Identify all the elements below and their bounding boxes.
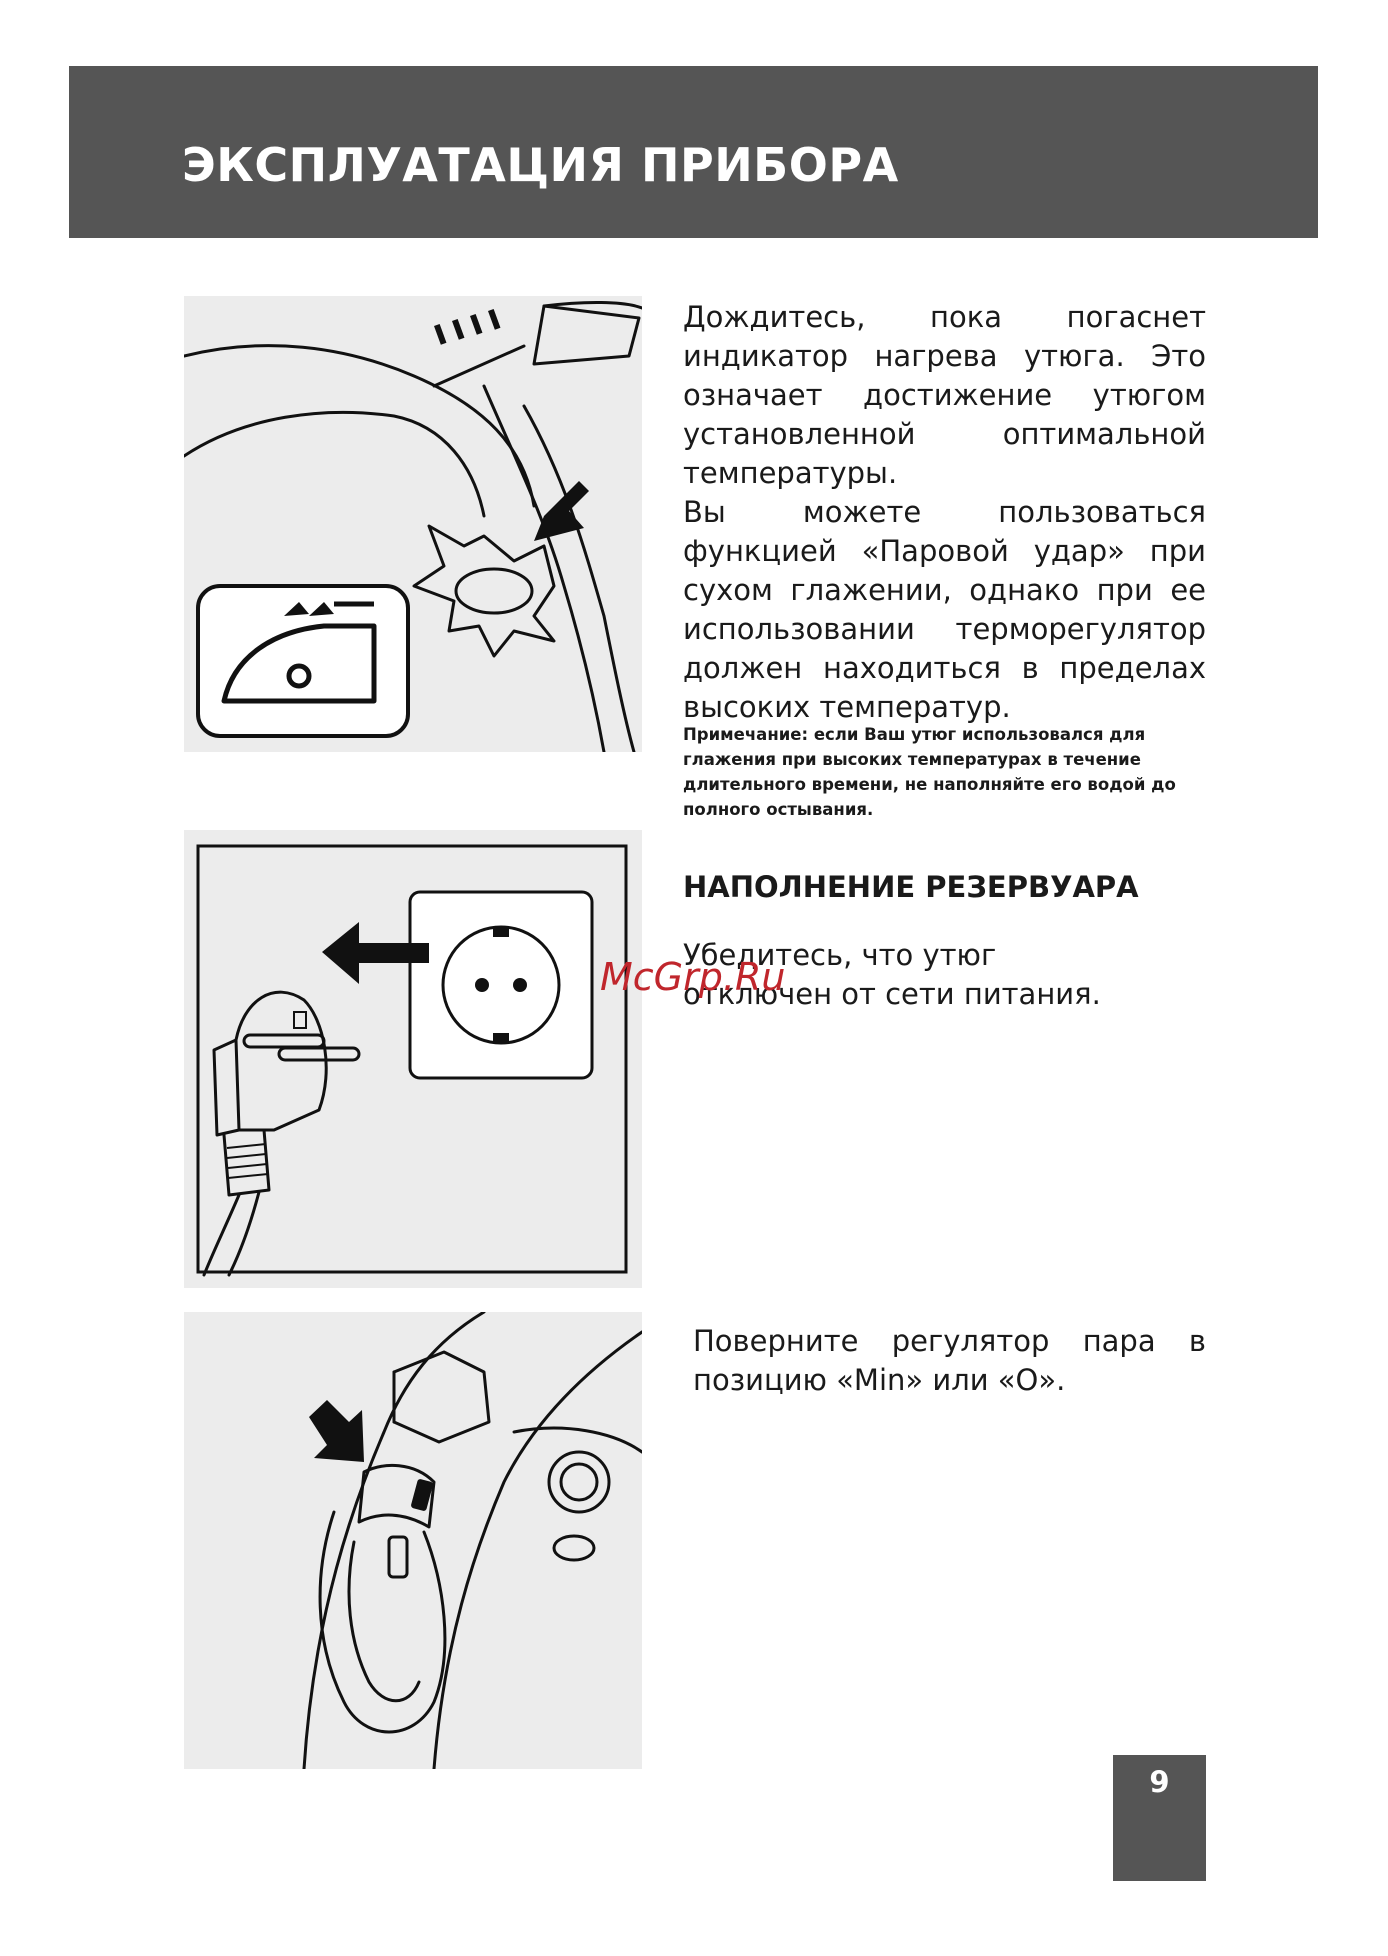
iron-steam-burst-illustration xyxy=(184,296,642,752)
section2-title: НАПОЛНЕНИЕ РЕЗЕРВУАРА xyxy=(683,870,1139,904)
section1-text xyxy=(683,298,1206,727)
section3-paragraph: Поверните регулятор пара в позицию «Min» или «О». xyxy=(693,1324,1206,1397)
section1-note: Примечание: если Ваш утюг использовался для глажения при высоких температурах в течение длительного времени, не наполняйте его водой до полного остывания. xyxy=(683,725,1176,819)
section3-text xyxy=(693,1322,1206,1400)
page-title: ЭКСПЛУАТАЦИЯ ПРИБОРА xyxy=(182,138,899,192)
steam-regulator-illustration xyxy=(184,1312,642,1769)
section1-paragraph2: Вы можете пользоваться функцией «Паровой удар» при сухом глажении, однако при ее использовании терморегулятор должен находиться в пределах высоких температур. xyxy=(683,495,1206,724)
unplug-from-socket-illustration xyxy=(184,830,642,1288)
watermark: McGrp.Ru xyxy=(600,955,786,999)
page-number: 9 xyxy=(1149,1765,1170,1799)
header-band xyxy=(69,66,1318,238)
section1-paragraph1: Дождитесь, пока погаснет индикатор нагрева утюга. Это означает достижение утюгом установленной оптимальной температуры. xyxy=(683,300,1206,490)
page-number-box xyxy=(1113,1755,1206,1881)
section2-paragraph: Убедитесь, что утюг отключен от сети питания. xyxy=(683,938,1101,1011)
